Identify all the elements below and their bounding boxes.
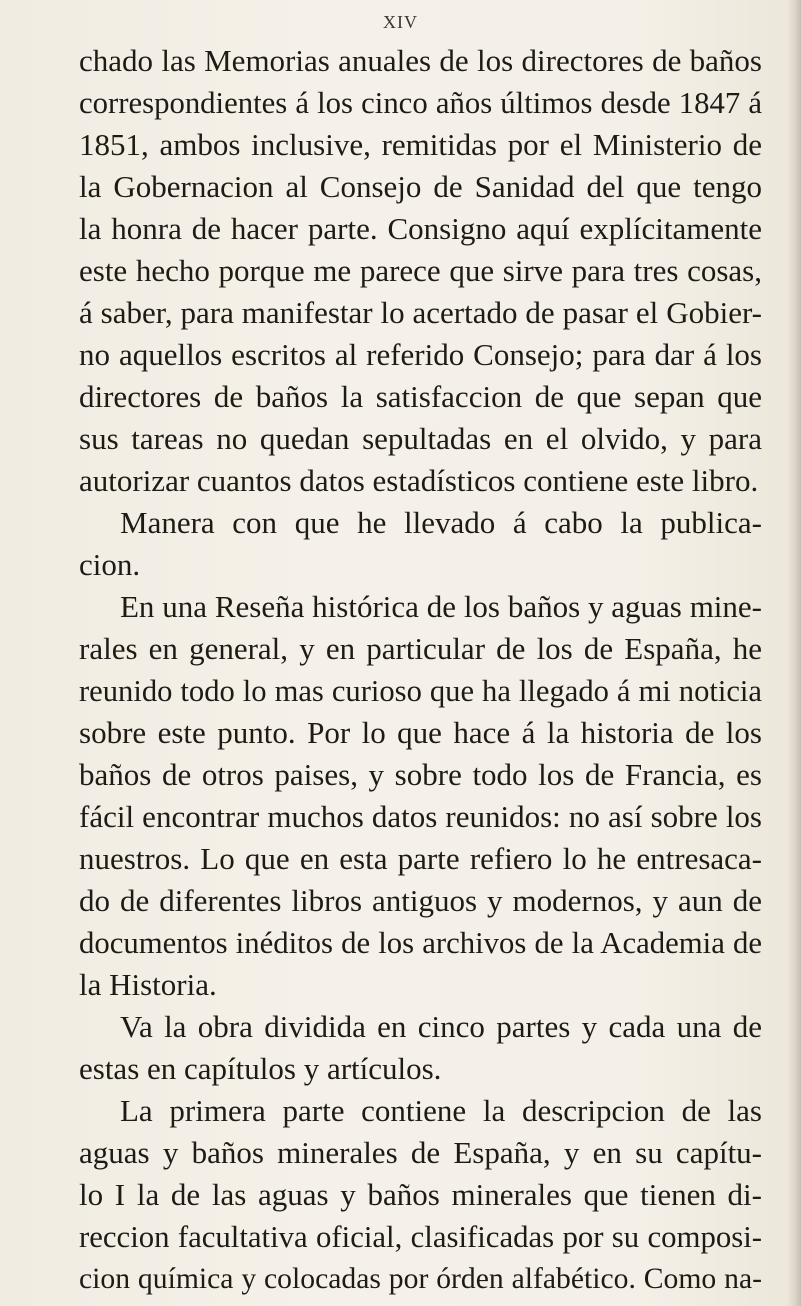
text-line: lo I la de las aguas y baños minerales que tienen di- [79,1177,762,1212]
text-line: la Historia. [79,967,217,1002]
text-line: la honra de hacer parte. Consigno aquí explícitamente [79,211,762,246]
text-line: directores de baños la satisfaccion de que sepan que [79,379,762,414]
text-line: nuestros. Lo que en esta parte refiero lo he entresaca- [79,841,762,876]
text-line: sobre este punto. Por lo que hace á la historia de los [79,715,762,750]
text-line: rales en general, y en particular de los de España, he [79,631,762,666]
text-line: sus tareas no quedan sepultadas en el olvido, y para [79,421,762,456]
text-line: no aquellos escritos al referido Consejo; para dar á los [79,337,762,372]
text-line: estas en capítulos y artículos. [79,1051,442,1086]
text-line: á saber, para manifestar lo acertado de pasar el Gobier- [79,295,762,330]
page-number: XIV [383,12,418,32]
page-edge-shadow [787,0,801,1306]
text-line: este hecho porque me parece que sirve para tres cosas, [79,253,762,288]
side-heading-line: Manera con que he llevado á cabo la publica- [120,505,762,540]
text-line: do de diferentes libros antiguos y modernos, y aun de [79,883,762,918]
text-line: En una Reseña histórica de los baños y aguas mine- [120,589,762,624]
text-line: 1851, ambos inclusive, remitidas por el Ministerio de [79,127,762,162]
text-line: cion química y colocadas por órden alfabético. Como na- [79,1263,762,1295]
text-line: fácil encontrar muchos datos reunidos: no así sobre los [79,799,762,834]
text-line: Va la obra dividida en cinco partes y cada una de [120,1009,762,1044]
text-line: documentos inéditos de los archivos de la Academia de [79,926,762,960]
text-line: La primera parte contiene la descripcion de las [120,1093,762,1128]
text-line: autorizar cuantos datos estadísticos contiene este libro. [79,463,759,498]
side-heading-line: cion. [79,547,141,582]
text-line: reccion facultativa oficial, clasificadas por su composi- [79,1220,762,1254]
text-line: aguas y baños minerales de España, y en su capítu- [79,1135,762,1170]
text-line: baños de otros paises, y sobre todo los de Francia, es [79,757,762,792]
text-line: chado las Memorias anuales de los directores de baños [79,43,762,78]
text-line: correspondientes á los cinco años últimos desde 1847 á [79,86,762,120]
text-line: la Gobernacion al Consejo de Sanidad del que tengo [79,169,762,204]
text-line: reunido todo lo mas curioso que ha llegado á mi noticia [79,674,762,708]
body-text [79,40,762,1300]
